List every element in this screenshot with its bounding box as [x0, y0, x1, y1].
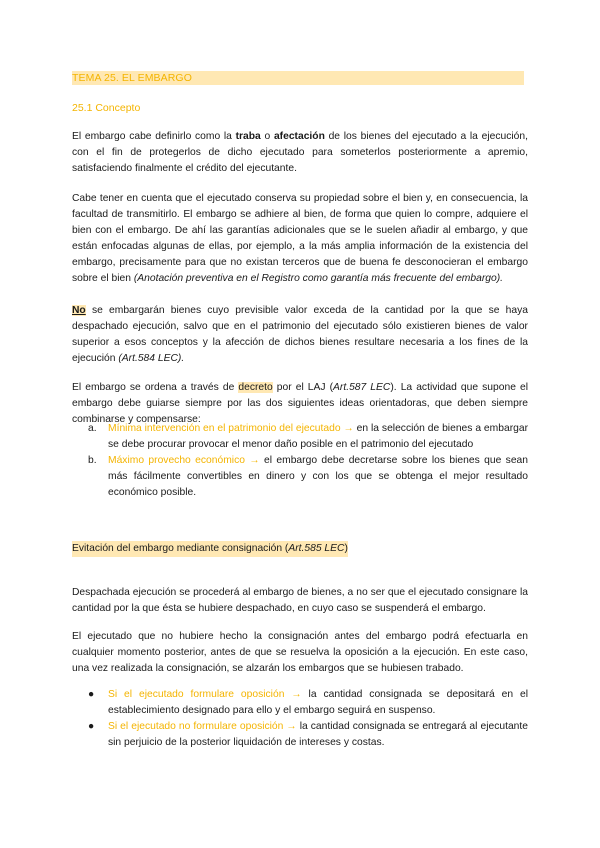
paragraph-decreto: El embargo se ordena a través de decreto por el LAJ (Art.587 LEC). La actividad que supone el embargo debe guiarse siempre por las dos siguientes ideas orientadoras, que deben siempre combinarse y compensarse: — [72, 382, 528, 425]
paragraph-concepto: El embargo cabe definirlo como la traba o afectación de los bienes del ejecutado a la ejecución, con el fin de protegerlos de dicho ejecutado para someterlos posteriormente a apremio, satisfaciendo finalmente el crédito del ejecutante. — [72, 131, 528, 174]
bold-term-afectacion: afectación — [273, 131, 325, 142]
bold-term-traba: traba — [235, 131, 261, 142]
section-heading: 25.1 Concepto — [72, 102, 141, 114]
list-item: ● Si el ejecutado no formulare oposición → la cantidad consignada se entregará al ejecutante sin perjuicio de la posterior liquidación de intereses y costas. — [88, 721, 528, 748]
opposition-list — [72, 687, 528, 751]
page-title: TEMA 25. EL EMBARGO — [72, 71, 524, 85]
emphasis-no: No — [72, 305, 86, 316]
italic-note: (Anotación preventiva en el Registro como garantía más frecuente del embargo). — [133, 273, 503, 284]
paragraph-limite: No se embargarán bienes cuyo previsible valor exceda de la cantidad por la que se haya despachado ejecución, salvo que en el patrimonio del ejecutado sólo existieren bienes de valor superior a esos conceptos y la afección de dichos bienes resultare necesaria a los fines de la ejecución (Art.584 LEC). — [72, 305, 528, 364]
list-item: a. Mínima intervención en el patrimonio del ejecutado → en la selección de bienes a embargar se debe procurar provocar el menor daño posible en el patrimonio del ejecutado — [88, 423, 529, 450]
list-item: b. Máximo provecho económico → el embargo debe decretarse sobre los bienes que sean más fácilmente convertibles en dinero y con los que se obtenga el mejor resultado económico posible. — [88, 455, 528, 498]
paragraph-consignacion: Despachada ejecución se procederá al embargo de bienes, a no ser que el ejecutado consignare la cantidad por la que ésta se hubiere despachado, en cuyo caso se suspenderá el embargo. — [72, 587, 528, 614]
law-reference: Art.587 LEC — [333, 382, 391, 393]
list-item-key: Máximo provecho económico — [108, 455, 245, 466]
law-reference: (Art.584 LEC). — [118, 353, 185, 364]
list-item-key: Mínima intervención en el patrimonio del ejecutado — [108, 423, 341, 434]
paragraph-propiedad: Cabe tener en cuenta que el ejecutado conserva su propiedad sobre el bien y, en consecuencia, la facultad de transmitirlo. El embargo se adhiere al bien, de forma que quien lo compre, adquiere el bien con el embargo. De ahí las garantías adicionales que se le suelen añadir al embargo, y que están enfocadas algunas de ellas, por ejemplo, a la más amplia información de la existencia del embargo, precisamente para que no existan terceros que de buena fe desconocieran el embargo sobre el bien (Anotación preventiva en el Registro como garantía más frecuente del embargo). — [72, 193, 528, 284]
list-item-key: Si el ejecutado formulare oposición — [108, 689, 285, 700]
principles-list — [72, 421, 528, 501]
highlight-decreto: decreto — [238, 382, 273, 393]
subsection-heading: Evitación del embargo mediante consignación (Art.585 LEC) — [72, 541, 348, 557]
list-item-key: Si el ejecutado no formulare oposición — [108, 721, 284, 732]
paragraph-consignacion-posterior: El ejecutado que no hubiere hecho la consignación antes del embargo podrá efectuarla en cualquier momento posterior, antes de que se resuelva la oposición a la ejecución. En este caso, una vez realizada la consignación, se alzarán los embargos que se hubiesen trabado. — [72, 631, 528, 674]
list-item: ● Si el ejecutado formulare oposición → la cantidad consignada se depositará en el establecimiento designado para ello y el embargo seguirá en suspenso. — [88, 689, 528, 716]
